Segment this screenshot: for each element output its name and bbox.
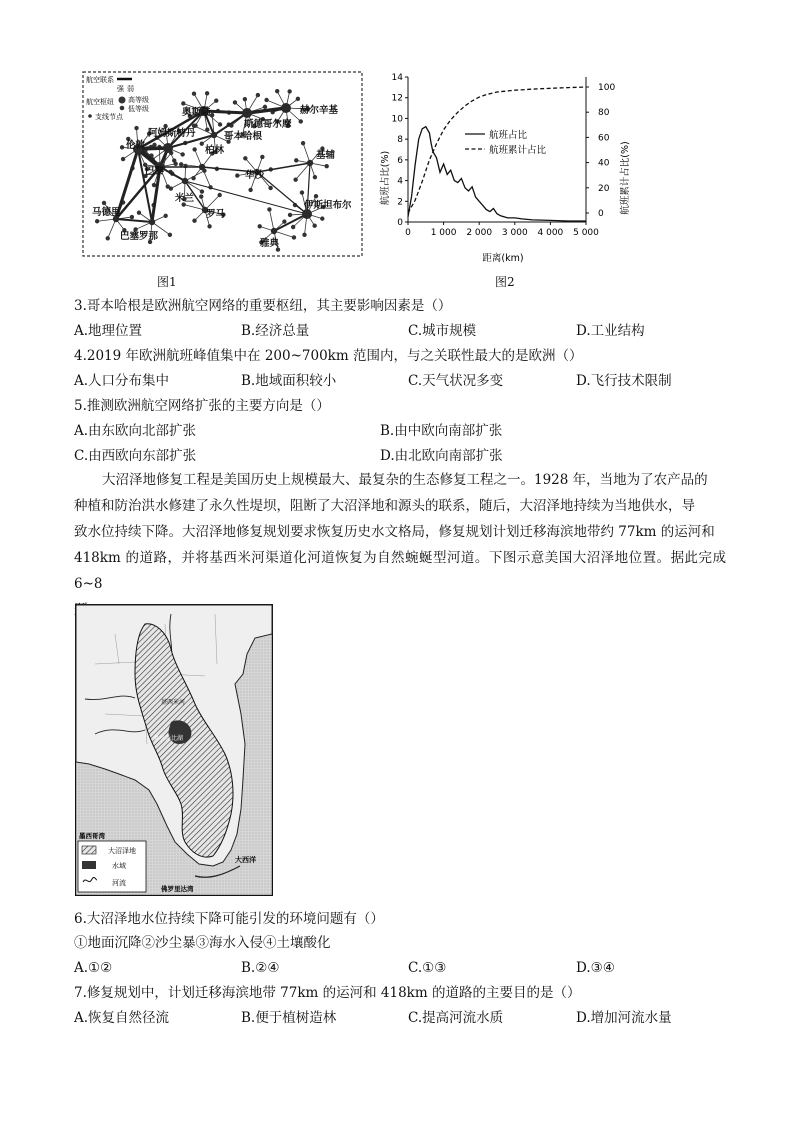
question-6-stem: 6.大沼泽地水位持续下降可能引发的环境问题有（） (74, 911, 384, 927)
q7-option-b[interactable]: B.便于植树造林 (241, 1010, 337, 1026)
q6-option-b[interactable]: B.②④ (241, 960, 280, 976)
x-tick-label: 3 000 (501, 228, 528, 238)
question-5-stem: 5.推测欧洲航空网络扩张的主要方向是（） (74, 398, 330, 414)
passage-line-3: 致水位持续下降。大沼泽地修复规划要求恢复历史水文格局，修复规划计划迁移海滨地带约 77km 的运河和 (74, 524, 715, 540)
map-3-legend (78, 841, 146, 892)
passage-line-1: 大沼泽地修复工程是美国历史上规模最大、最复杂的生态修复工程之一。1928 年，当地为了农产品的 (102, 472, 708, 488)
branch-node (179, 163, 183, 167)
city-istanbul: 伊斯坦布尔 (304, 200, 352, 211)
air-link-warsaw-kyiv (257, 163, 310, 172)
legend-weak: 弱 (127, 85, 134, 93)
q6-option-d[interactable]: D.③④ (576, 960, 615, 976)
branch-node (174, 162, 178, 166)
branch-node (296, 97, 300, 101)
y-axis-right-label: 航班累计占比(%) (620, 141, 631, 215)
y-right-tick-label: 60 (598, 133, 610, 144)
legend-high: 高等级 (128, 96, 149, 104)
branch-node (205, 91, 209, 95)
q4-option-a[interactable]: A.人口分布集中 (74, 373, 170, 389)
y-left-tick-label: 12 (391, 93, 403, 104)
branch-node (135, 126, 139, 130)
y-left-tick-label: 6 (397, 155, 403, 166)
branch-node (265, 98, 269, 102)
city-milan: 米兰 (175, 193, 195, 204)
q4-option-b[interactable]: B.地域面积较小 (241, 373, 337, 389)
network-map-svg (82, 71, 363, 257)
hub-node-stockholm (242, 108, 252, 118)
question-3-stem: 3.哥本哈根是欧洲航空网络的重要枢纽，其主要影响因素是（） (74, 298, 452, 314)
passage (74, 467, 726, 623)
air-link-madrid-barcelona (116, 219, 152, 222)
map-legend (86, 75, 149, 121)
city-berlin: 柏林 (205, 145, 225, 156)
y-right-tick-label: 100 (598, 83, 616, 93)
legend-marsh: 大沼泽地 (108, 847, 136, 855)
hub-node-milan (182, 178, 188, 184)
y-left-tick-label: 8 (397, 135, 403, 146)
city-kyiv: 基辅 (316, 150, 336, 161)
branch-node (200, 142, 204, 146)
hub-node-kyiv (307, 160, 313, 166)
branch-node (169, 187, 173, 191)
branch-node (236, 174, 240, 178)
branch-node (261, 155, 265, 159)
question-4-stem: 4.2019 年欧洲航班峰值集中在 200~700km 范围内，与之关联性最大的是欧洲（） (74, 348, 583, 364)
passage-line-4: 418km 的道路，并将基西米河渠道化河道恢复为自然蜿蜒型河道。下图示意美国大沼泽地位置。据此完成 6~8 (74, 550, 726, 592)
branch-node (249, 188, 253, 192)
branch-node (102, 201, 106, 205)
air-link-stockholm-helsinki (247, 108, 286, 113)
city-amsterdam: 阿姆斯特丹 (148, 128, 196, 139)
q3-option-a[interactable]: A.地理位置 (74, 323, 143, 339)
city-helsinki: 赫尔辛基 (300, 105, 339, 116)
legend-water: 水域 (112, 862, 126, 870)
q4-option-c[interactable]: C.天气状况多变 (408, 373, 504, 389)
branch-node (218, 193, 222, 197)
branch-node (153, 143, 157, 147)
chart-legend (465, 129, 547, 156)
figure-2-caption: 图2 (495, 275, 515, 289)
y-left-tick-label: 0 (397, 218, 403, 228)
q6-option-c[interactable]: C.①③ (408, 960, 447, 976)
branch-node (275, 89, 279, 93)
y-right-tick-label: 0 (598, 209, 604, 219)
x-axis-label: 距离(km) (482, 253, 524, 264)
branch-node (325, 164, 329, 168)
branch-node (291, 225, 295, 229)
city-stockholm: 斯德哥尔摩 (244, 119, 292, 130)
legend-low: 低等级 (128, 105, 149, 113)
branch-node (263, 105, 267, 109)
q3-option-d[interactable]: D.工业结构 (576, 323, 645, 339)
city-warsaw: 华沙 (245, 170, 265, 181)
q7-option-d[interactable]: D.增加河流水量 (576, 1010, 672, 1026)
label-florida-bay: 佛罗里达湾 (161, 885, 194, 893)
legend-title: 航空联系 (86, 76, 114, 84)
legend-series-1: 航班占比 (489, 130, 528, 141)
branch-node (130, 215, 134, 219)
everglades-map-svg (75, 604, 273, 896)
city-rome: 罗马 (206, 209, 226, 220)
branch-node (218, 123, 222, 127)
branch-node (301, 141, 305, 145)
branch-node (313, 175, 317, 179)
branch-node (294, 159, 298, 163)
y-left-tick-label: 2 (397, 197, 403, 208)
hub-node-copenhagen (211, 132, 217, 138)
chart-svg (372, 68, 644, 264)
y-axis-left-label: 航班占比(%) (380, 150, 391, 206)
branch-node (199, 195, 203, 199)
branch-node (233, 101, 237, 105)
spoke-line (269, 209, 274, 231)
q3-option-b[interactable]: B.经济总量 (241, 323, 310, 339)
legend-hub: 航空枢纽 (86, 98, 114, 106)
city-oslo: 奥斯陆 (182, 107, 211, 118)
q6-option-a[interactable]: A.①② (74, 960, 113, 976)
branch-node (120, 146, 124, 150)
branch-node (288, 213, 292, 217)
x-tick-label: 1 000 (430, 228, 457, 238)
y-left-tick-label: 4 (397, 176, 403, 187)
y-right-tick-label: 80 (598, 108, 610, 119)
x-tick-label: 0 (405, 228, 411, 238)
q3-option-c[interactable]: C.城市规模 (408, 323, 477, 339)
figure-3-everglades-map (75, 604, 273, 896)
branch-node (303, 233, 307, 237)
question-7-stem: 7.修复规划中，计划迁移海滨地带 77km 的运河和 418km 的道路的主要目的是（） (74, 985, 581, 1001)
hub-node-berlin (199, 164, 205, 170)
x-tick-label: 4 000 (537, 228, 564, 238)
passage-line-2: 种植和防治洪水修建了永久性堤坝，阻断了大沼泽地和源头的联系，随后，大沼泽地持续为当地供水，导 (74, 498, 695, 514)
hub-node-helsinki (281, 103, 291, 113)
question-6-items: ①地面沉降②沙尘暴③海水入侵④土壤酸化 (74, 935, 331, 951)
x-tick-label: 5 000 (573, 228, 599, 238)
branch-node (181, 153, 185, 157)
label-kissimmee-river: 基西米河 (161, 699, 186, 706)
branch-node (269, 186, 273, 190)
branch-node (121, 157, 125, 161)
label-atlantic: 大西洋 (235, 856, 256, 864)
figure-1-network-map (82, 71, 363, 257)
q5-option-c[interactable]: C.由西欧向东部扩张 (74, 448, 197, 464)
branch-node (292, 236, 296, 240)
hub-node-athens (271, 228, 277, 234)
figure-2-line-chart (372, 68, 644, 264)
legend-river: 河流 (112, 879, 126, 887)
label-gulf-of-mexico: 墨西哥湾 (79, 832, 105, 840)
city-london: 伦敦 (126, 140, 146, 151)
legend-strong: 强 (117, 85, 124, 93)
city-copenhagen: 哥本哈根 (224, 131, 263, 142)
branch-node (321, 217, 325, 221)
branch-node (294, 178, 298, 182)
q5-option-b[interactable]: B.由中欧向南部扩张 (380, 423, 503, 439)
branch-node (192, 92, 196, 96)
branch-node (210, 113, 214, 117)
branch-node (193, 148, 197, 152)
branch-node (164, 214, 168, 218)
branch-node (182, 102, 186, 106)
city-barcelona: 巴塞罗那 (120, 231, 159, 242)
branch-node (214, 99, 218, 103)
q7-option-a[interactable]: A.恢复自然径流 (74, 1010, 170, 1026)
branch-node (300, 191, 304, 195)
y-left-tick-label: 14 (391, 73, 403, 83)
city-athens: 雅典 (260, 238, 280, 249)
branch-node (152, 183, 156, 187)
branch-node (95, 219, 99, 223)
legend-branch: 支线节点 (95, 113, 123, 121)
q5-option-d[interactable]: D.由北欧向南部扩张 (380, 448, 503, 464)
branch-node (268, 208, 272, 212)
branch-node (106, 237, 110, 241)
branch-node (243, 97, 247, 101)
branch-node (137, 211, 141, 215)
hub-node-barcelona (149, 219, 155, 225)
y-right-tick-label: 40 (598, 158, 610, 169)
branch-node (313, 224, 317, 228)
branch-node (244, 156, 248, 160)
branch-node (314, 194, 318, 198)
q7-option-c[interactable]: C.提高河流水质 (408, 1010, 504, 1026)
label-lake: 奥基乔比湖 (153, 735, 184, 742)
branch-node (258, 225, 262, 229)
x-tick-label: 2 000 (466, 228, 493, 238)
q4-option-d[interactable]: D.飞行技术限制 (576, 373, 672, 389)
branch-node (168, 233, 172, 237)
y-left-tick-label: 10 (391, 114, 403, 125)
figure-1-caption: 图1 (157, 275, 177, 289)
branch-node (200, 190, 204, 194)
y-right-tick-label: 20 (598, 183, 610, 194)
hub-node-amsterdam (163, 143, 173, 153)
branch-node (283, 220, 287, 224)
branch-node (299, 120, 303, 124)
branch-node (288, 90, 292, 94)
city-madrid: 马德里 (92, 207, 121, 218)
city-paris: 巴黎 (145, 166, 165, 177)
branch-node (208, 225, 212, 229)
branch-node (256, 93, 260, 97)
q5-option-a[interactable]: A.由东欧向北部扩张 (74, 423, 197, 439)
branch-node (193, 219, 197, 223)
legend-series-2: 航班累计占比 (489, 145, 547, 156)
